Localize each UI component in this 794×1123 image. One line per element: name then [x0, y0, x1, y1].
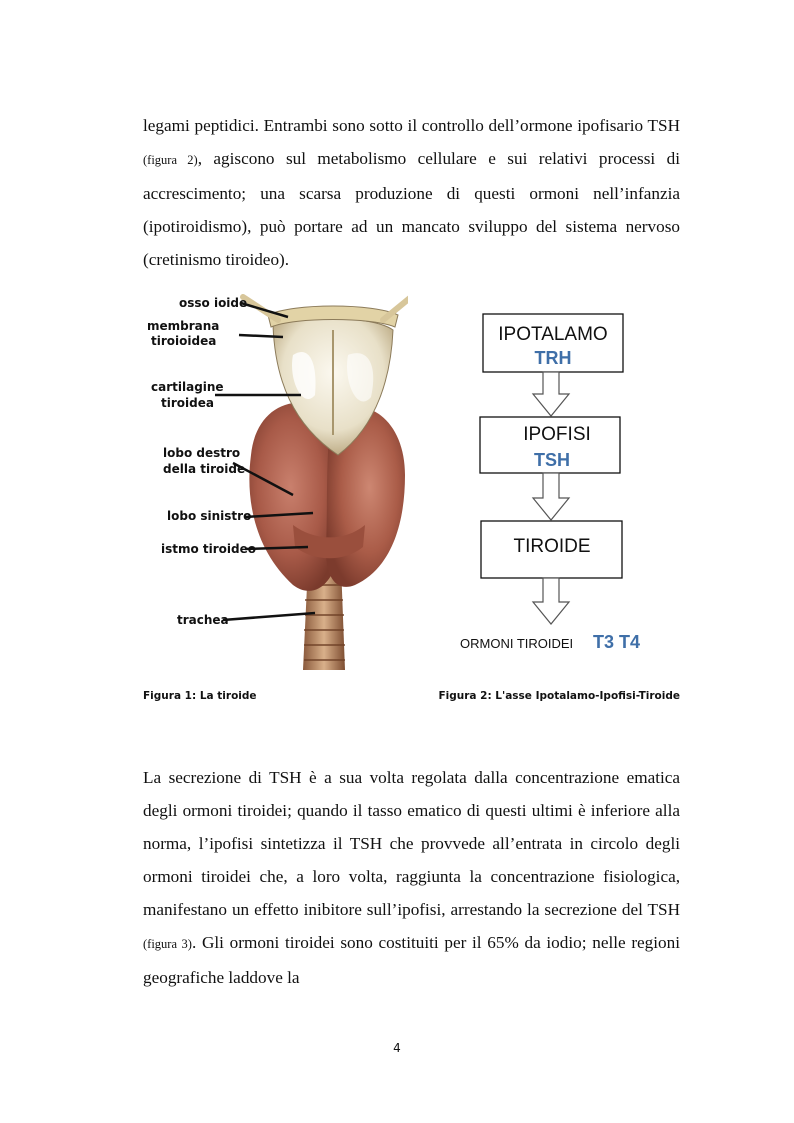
label-membrana: membrana	[147, 319, 220, 333]
figure-1-caption: Figura 1: La tiroide	[143, 690, 257, 702]
label-lobo-sinistro: lobo sinistro	[167, 509, 252, 523]
ipotalamo-label: IPOTALAMO	[498, 324, 608, 345]
label-tiroioidea: tiroioidea	[151, 334, 217, 348]
label-istmo-tiroideo: istmo tiroideo	[161, 542, 257, 556]
t3-t4-label: T3 T4	[593, 632, 641, 652]
paragraph-2	[143, 761, 680, 994]
tiroide-label: TIROIDE	[513, 536, 591, 557]
figure-2-caption: Figura 2: L'asse Ipotalamo-Ipofisi-Tiroide	[438, 690, 680, 702]
tsh-label: TSH	[534, 450, 570, 470]
thyroid-illustration	[143, 285, 408, 670]
label-lobo-destro: lobo destro	[163, 446, 241, 460]
trh-label: TRH	[534, 348, 572, 368]
label-trachea: trachea	[177, 613, 229, 627]
label-tiroidea: tiroidea	[161, 396, 214, 410]
arrow-down-icon	[533, 473, 569, 520]
paragraph-2-text-a: La secrezione di TSH è a sua volta regolata dalla concentrazione ematica degli ormoni tiroidei; quando il tasso ematico di questi ultimi è inferiore alla norma, l’ipofisi sintetizza il TSH che provvede all’entrata in circolo degli ormoni tiroidei che, a loro volta, raggiunta la concentrazione fisiologica, manifestano un effetto inibitore sull’ipofisi, arrestando la secrezione del TSH	[143, 768, 680, 919]
figure-2-reference: (figura 2)	[143, 153, 198, 167]
label-osso-ioide: osso ioide	[179, 296, 248, 310]
label-cartilagine: cartilagine	[151, 380, 224, 394]
paragraph-1	[143, 109, 680, 276]
paragraph-2-text-b: . Gli ormoni tiroidei sono costituiti per il 65% da iodio; nelle regioni geografiche laddove la	[143, 933, 681, 987]
paragraph-1-text-b: , agiscono sul metabolismo cellulare e sui relativi processi di accrescimento; una scarsa produzione di questi ormoni nell’infanzia (ipotiroidismo), può portare ad un mancato sviluppo del sistema nervoso (cretinismo tiroideo).	[143, 149, 681, 269]
arrow-down-icon	[533, 578, 569, 624]
ormoni-tiroidei-label: ORMONI TIROIDEI	[460, 636, 574, 651]
page-number: 4	[393, 1041, 401, 1055]
label-della-tiroide: della tiroide	[163, 462, 246, 476]
paragraph-1-text-a: legami peptidici. Entrambi sono sotto il controllo dell’ormone ipofisario TSH	[143, 116, 680, 135]
hpt-axis-diagram	[455, 300, 690, 660]
figure-3-reference: (figura 3)	[143, 937, 192, 951]
arrow-down-icon	[533, 372, 569, 416]
ipofisi-label: IPOFISI	[523, 424, 591, 445]
